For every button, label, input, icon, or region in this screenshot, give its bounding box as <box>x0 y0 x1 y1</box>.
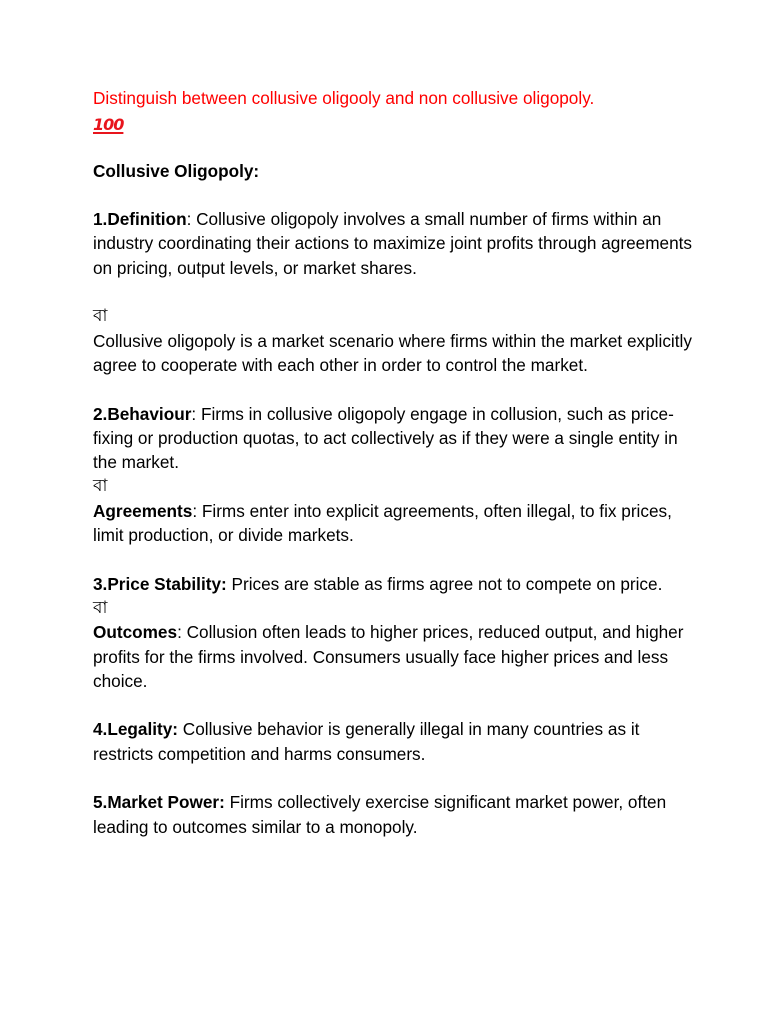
point-alt-text: : Collusion often leads to higher prices, reduced output, and higher profits for the firms involved. Consumers usually face higher prices and less choice. <box>93 622 684 691</box>
separator-or: বা <box>93 597 108 618</box>
point-alt-label: Outcomes <box>93 622 178 643</box>
point-behaviour <box>93 402 693 475</box>
point-label: 1.Definition <box>93 209 187 230</box>
point-text: : Firms in collusive oligopoly engage in collusion, such as price-fixing or production quotas, to act collectively as if they were a single entity in the market. <box>93 403 678 473</box>
point-label: 2.Behaviour <box>93 403 192 424</box>
point-text: Collusive behavior is generally illegal in many countries as it restricts competition and harms consumers. <box>93 719 640 764</box>
section-heading: Collusive Oligopoly: <box>93 160 260 181</box>
point-market-power <box>93 790 693 839</box>
point-label: 4.Legality: <box>93 719 179 740</box>
separator-or: বা <box>93 306 108 327</box>
point-label: 5.Market Power: <box>93 792 225 813</box>
separator-or: বা <box>93 476 108 497</box>
question-title <box>93 86 693 135</box>
point-outcomes <box>93 620 693 693</box>
hundred-points-icon: 100 <box>93 115 124 135</box>
point-text: Prices are stable as firms agree not to compete on price. <box>226 573 663 594</box>
question-text: Distinguish between collusive oligooly and non collusive oligopoly. <box>93 88 595 108</box>
point-text: Firms collectively exercise significant market power, often leading to outcomes similar to a monopoly. <box>93 792 667 837</box>
document-page <box>93 86 693 839</box>
point-alt-label: Agreements <box>93 500 193 521</box>
point-price-stability <box>93 572 693 596</box>
point-agreements <box>93 499 693 548</box>
point-label: 3.Price Stability: <box>93 573 227 594</box>
point-definition <box>93 207 693 280</box>
point-text: : Collusive oligopoly involves a small number of firms within an industry coordinating their actions to maximize joint profits through agreements on pricing, output levels, or market shares. <box>93 209 692 278</box>
point-alt-text: : Firms enter into explicit agreements, often illegal, to fix prices, limit production, or divide markets. <box>93 500 672 546</box>
point-legality <box>93 717 693 766</box>
point-alt-text: Collusive oligopoly is a market scenario where firms within the market explicitly agree to cooperate with each other in order to control the market. <box>93 330 692 375</box>
